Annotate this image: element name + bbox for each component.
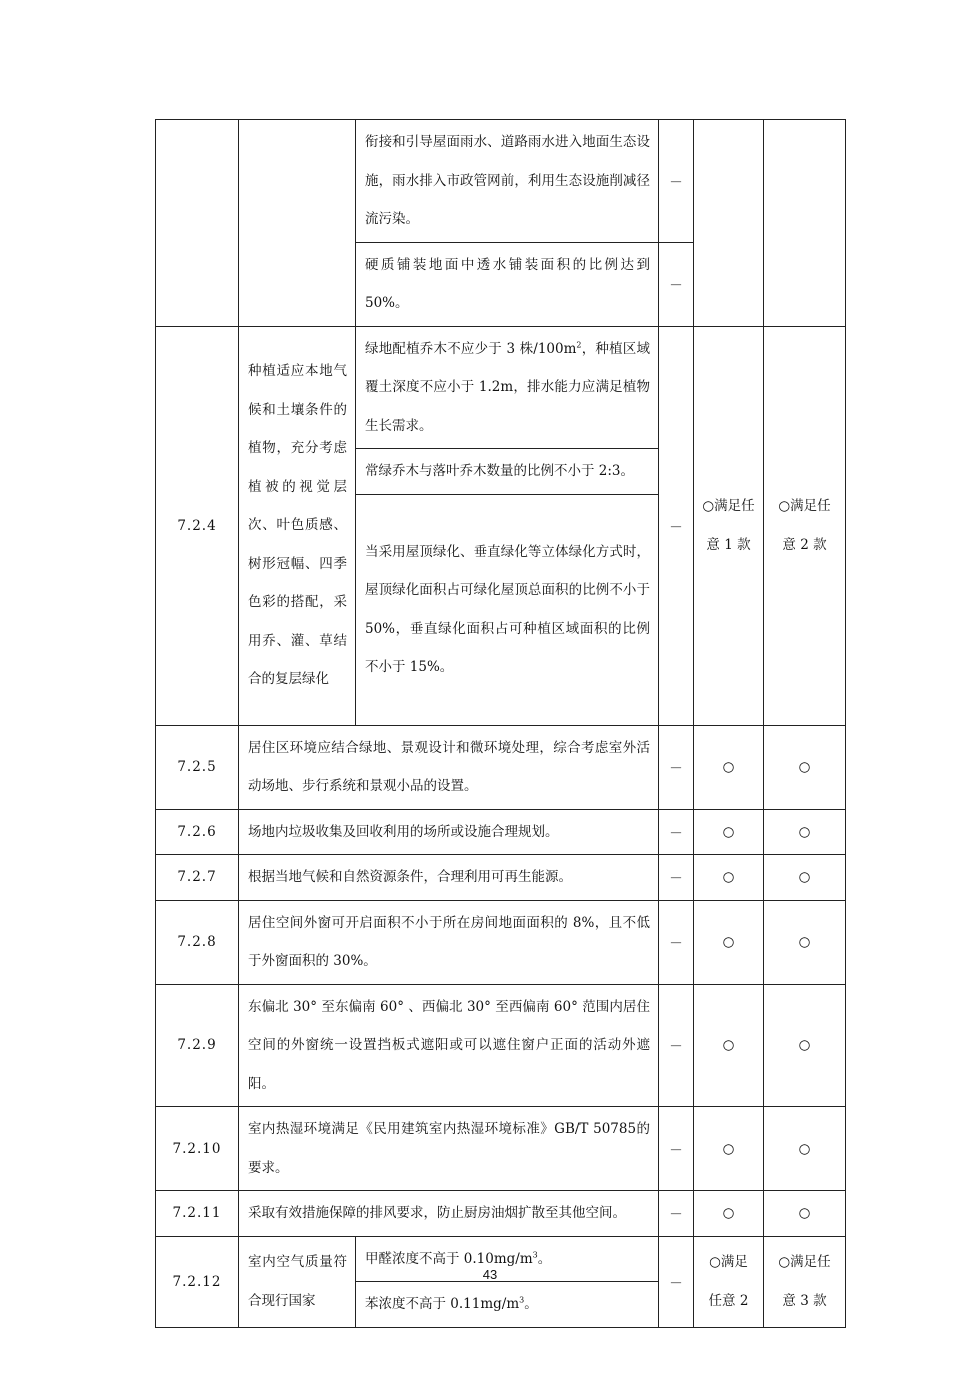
clause-text: 室内热湿环境满足《民用建筑室内热湿环境标准》GB/T 50785的要求。 [239, 1107, 659, 1191]
score-cell: ○ [764, 1191, 846, 1237]
dash-cell: － [659, 1236, 694, 1327]
clause-id: 7.2.7 [156, 855, 239, 901]
dash-cell: － [659, 242, 694, 326]
requirement-cell: 衔接和引导屋面雨水、道路雨水进入地面生态设施，雨水排入市政管网前，利用生态设施削减径流污染。 [356, 120, 659, 243]
clause-text: 根据当地气候和自然资源条件，合理利用可再生能源。 [239, 855, 659, 901]
superscript: 3 [532, 1250, 538, 1259]
score-cell: ○ [694, 1191, 764, 1237]
superscript: 3 [519, 1295, 525, 1305]
dash-cell: － [659, 900, 694, 984]
page-number: 43 [482, 1267, 498, 1282]
requirement-text: 苯浓度不高于 0.11mg/m [365, 1296, 520, 1312]
requirement-cell [356, 326, 659, 449]
score-cell: ○满足任意 1 款 [694, 326, 764, 725]
clause-text: 场地内垃圾收集及回收利用的场所或设施合理规划。 [239, 809, 659, 855]
score-cell: ○ [694, 855, 764, 901]
requirement-text: 。 [524, 1296, 538, 1312]
requirement-cell [356, 1282, 659, 1328]
table-row [156, 1191, 846, 1237]
score-cell: ○ [764, 900, 846, 984]
dash-cell: － [659, 725, 694, 809]
clause-id: 7.2.6 [156, 809, 239, 855]
dash-cell: － [659, 326, 694, 725]
clause-text: 居住区环境应结合绿地、景观设计和微环境处理，综合考虑室外活动场地、步行系统和景观小品的设置。 [239, 725, 659, 809]
score-cell: ○满足任意 2 [694, 1236, 764, 1327]
requirement-text: ，种植区域覆土深度不应小于 1.2m，排水能力应满足植物生长需求。 [365, 340, 651, 434]
table-row [156, 900, 846, 984]
score-cell: ○ [764, 984, 846, 1107]
table-row [156, 809, 846, 855]
table-row [156, 1107, 846, 1191]
table-row [156, 725, 846, 809]
table-row [156, 326, 846, 449]
clause-id: 7.2.12 [156, 1236, 239, 1327]
standards-table [155, 119, 846, 1328]
requirement-cell: 硬质铺装地面中透水铺装面积的比例达到50%。 [356, 242, 659, 326]
requirement-text: 。 [537, 1250, 552, 1267]
requirement-text: 绿地配植乔木不应少于 3 株/100m [365, 340, 577, 357]
score-cell: ○ [764, 855, 846, 901]
score-cell: ○满足任意 3 款 [764, 1236, 846, 1327]
score-cell: ○ [764, 809, 846, 855]
clause-id: 7.2.9 [156, 984, 239, 1107]
requirement-cell: 当采用屋顶绿化、垂直绿化等立体绿化方式时，屋顶绿化面积占可绿化屋顶总面积的比例不小于 50%，垂直绿化面积占可种植区域面积的比例不小于 15%。 [356, 494, 659, 725]
clause-id: 7.2.4 [156, 326, 239, 725]
score-cell: ○ [694, 984, 764, 1107]
id-cell-empty [156, 120, 239, 327]
dash-cell: － [659, 1191, 694, 1237]
superscript: 2 [576, 340, 582, 349]
clause-topic: 种植适应本地气候和土壤条件的植物，充分考虑植被的视觉层次、叶色质感、树形冠幅、四季色彩的搭配，采用乔、灌、草结合的复层绿化 [239, 326, 356, 725]
score-cell: ○满足任意 2 款 [764, 326, 846, 725]
score-cell: ○ [694, 809, 764, 855]
topic-cell-empty [239, 120, 356, 327]
score-cell: ○ [694, 725, 764, 809]
score-cell-empty [764, 120, 846, 327]
clause-id: 7.2.5 [156, 725, 239, 809]
dash-cell: － [659, 855, 694, 901]
clause-text: 东偏北 30° 至东偏南 60° 、西偏北 30° 至西偏南 60° 范围内居住空间的外窗统一设置挡板式遮阳或可以遮住窗户正面的活动外遮阳。 [239, 984, 659, 1107]
score-cell-empty [694, 120, 764, 327]
requirement-text: 甲醛浓度不高于 0.10mg/m [365, 1250, 533, 1267]
score-cell: ○ [694, 1107, 764, 1191]
table-row [156, 984, 846, 1107]
dash-cell: － [659, 1107, 694, 1191]
clause-text: 采取有效措施保障的排风要求，防止厨房油烟扩散至其他空间。 [239, 1191, 659, 1237]
table-row [156, 855, 846, 901]
score-cell: ○ [694, 900, 764, 984]
table-row [156, 120, 846, 243]
dash-cell: － [659, 120, 694, 243]
clause-topic: 室内空气质量符合现行国家 [239, 1236, 356, 1327]
score-cell: ○ [764, 725, 846, 809]
score-cell: ○ [764, 1107, 846, 1191]
dash-cell: － [659, 984, 694, 1107]
clause-id: 7.2.10 [156, 1107, 239, 1191]
clause-id: 7.2.8 [156, 900, 239, 984]
clause-text: 居住空间外窗可开启面积不小于所在房间地面面积的 8%，且不低于外窗面积的 30%。 [239, 900, 659, 984]
requirement-cell: 常绿乔木与落叶乔木数量的比例不小于 2:3。 [356, 449, 659, 495]
clause-id: 7.2.11 [156, 1191, 239, 1237]
dash-cell: － [659, 809, 694, 855]
